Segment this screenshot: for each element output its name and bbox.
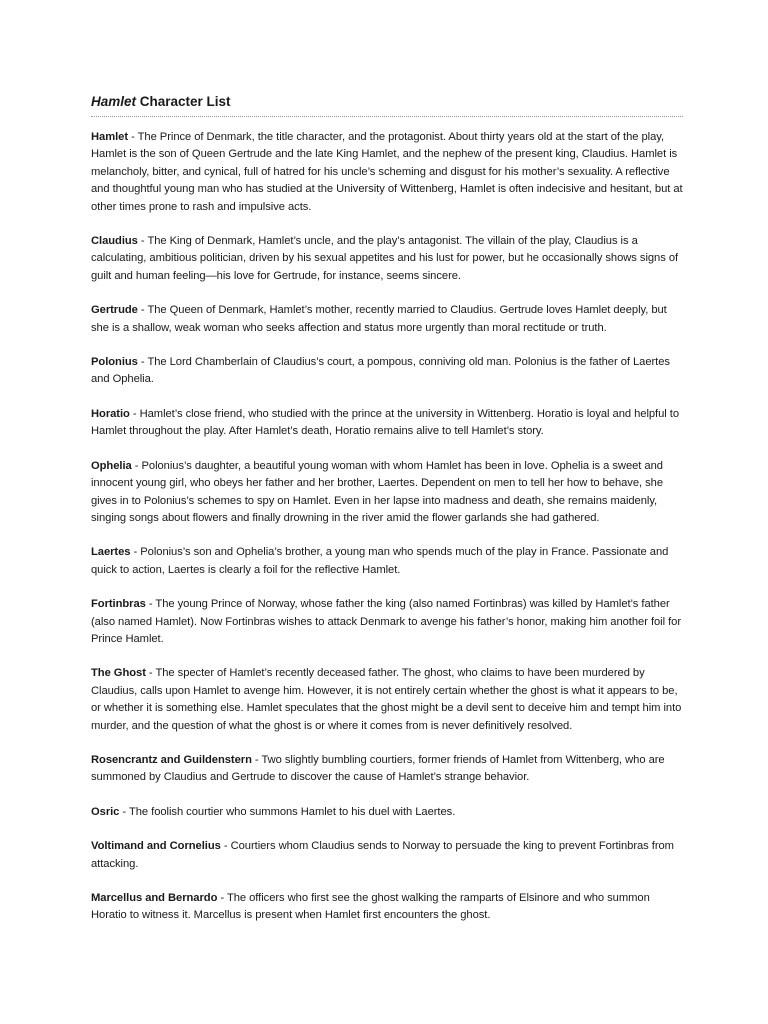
separator: -: [145, 598, 156, 611]
character-description: Polonius’s daughter, a beautiful young woman with whom Hamlet has been in love. Ophelia is a sweet and innocent young girl, who obeys her father and her brother, Laertes. Dependent on men to tell her how to behave, she gives in to Polonius’s schemes to spy on Hamlet. Even in her lapse into madness and death, she remains maidenly, singing songs about flowers and finally drowning in the river amid the flower garlands she had gathered.: [91, 459, 664, 524]
document-title: [91, 92, 683, 111]
character-description: The Lord Chamberlain of Claudius’s court, a pompous, conniving old man. Polonius is the father of Laertes and Ophelia.: [91, 356, 670, 386]
character-name: Osric: [91, 805, 120, 818]
character-entry-polonius: [91, 354, 683, 389]
character-name: Claudius: [91, 235, 138, 248]
character-description: The foolish courtier who summons Hamlet to his duel with Laertes.: [128, 805, 456, 818]
separator: -: [137, 356, 148, 369]
character-description: Two slightly bumbling courtiers, former friends of Hamlet from Wittenberg, who are summoned by Claudius and Gertrude to discover the cause of Hamlet’s strange behavior.: [91, 753, 665, 784]
character-description: Polonius’s son and Ophelia’s brother, a young man who spends much of the play in France. Passionate and quick to action, Laertes is clearly a foil for the reflective Hamlet.: [91, 546, 669, 576]
character-name: Horatio: [91, 407, 130, 420]
character-entry-voltimand-cornelius: [91, 838, 683, 873]
title-rest-part: Character List: [136, 94, 231, 109]
character-name: Rosencrantz and Guildenstern: [91, 753, 252, 766]
title-italic-part: Hamlet: [91, 94, 137, 109]
separator: -: [128, 131, 138, 143]
separator: -: [217, 892, 227, 904]
character-entry-hamlet: [91, 129, 683, 216]
character-entry-claudius: [91, 233, 683, 285]
separator: -: [129, 407, 140, 420]
title-divider: [91, 116, 683, 117]
character-entry-laertes: [91, 544, 683, 579]
character-list: [91, 129, 683, 925]
separator: -: [131, 459, 142, 472]
character-description: Hamlet’s close friend, who studied with the prince at the university in Wittenberg. Horatio is loyal and helpful to Hamlet throughout the play. After Hamlet’s death, Horatio remains alive to tell Hamlet’s story.: [91, 407, 680, 438]
character-description: The Prince of Denmark, the title character, and the protagonist. About thirty years old at the start of the play, Hamlet is the son of Queen Gertrude and the late King Hamlet, and the nephew of the present king, Claudius. Hamlet is melancholy, bitter, and cynical, full of hatred for his uncle’s scheming and disgust for his mother’s sexuality. A reflective and thoughtful young man who has studied at the University of Wittenberg, Hamlet is often indecisive and hesitant, but at other times prone to rash and impulsive acts.: [91, 131, 683, 213]
character-entry-osric: [91, 804, 683, 821]
character-entry-fortinbras: [91, 596, 683, 648]
character-name: Gertrude: [91, 304, 138, 317]
character-description: Courtiers whom Claudius sends to Norway to persuade the king to prevent Fortinbras from attacking.: [91, 840, 674, 870]
character-entry-gertrude: [91, 302, 683, 337]
character-name: The Ghost: [91, 667, 146, 680]
character-name: Voltimand and Cornelius: [91, 840, 221, 853]
character-description: The officers who first see the ghost walking the ramparts of Elsinore and who summon Horatio to witness it. Marcellus is present when Hamlet first encounters the ghost.: [91, 892, 650, 922]
character-entry-marcellus-bernardo: [91, 890, 683, 925]
character-name: Hamlet: [91, 131, 129, 143]
character-description: The young Prince of Norway, whose father the king (also named Fortinbras) was killed by Hamlet’s father (also named Hamlet). Now Fortinbras wishes to attack Denmark to avenge his father’s honor, making him another foil for Prince Hamlet.: [91, 598, 682, 645]
character-name: Fortinbras: [91, 598, 146, 611]
document-page: [91, 92, 683, 942]
character-name: Marcellus and Bernardo: [91, 892, 218, 904]
character-description: The Queen of Denmark, Hamlet’s mother, recently married to Claudius. Gertrude loves Hamlet deeply, but she is a shallow, weak woman who seeks affection and status more urgently than moral rectitude or truth.: [91, 304, 667, 334]
separator: -: [145, 667, 156, 680]
separator: -: [220, 840, 231, 853]
character-name: Ophelia: [91, 459, 132, 472]
character-entry-the-ghost: [91, 665, 683, 735]
separator: -: [119, 805, 129, 818]
separator: -: [130, 546, 141, 559]
separator: -: [251, 753, 262, 766]
character-name: Polonius: [91, 356, 138, 369]
character-description: The King of Denmark, Hamlet’s uncle, and the play’s antagonist. The villain of the play, Claudius is a calculating, ambitious politician, driven by his sexual appetites and his lust for power, but he occasionally shows signs of guilt and human feeling—his love for Gertrude, for instance, seems sincere.: [91, 235, 679, 282]
character-name: Laertes: [91, 546, 131, 559]
character-entry-horatio: [91, 406, 683, 441]
separator: -: [137, 235, 148, 248]
character-entry-ophelia: [91, 458, 683, 528]
character-description: The specter of Hamlet’s recently deceased father. The ghost, who claims to have been murdered by Claudius, calls upon Hamlet to avenge him. However, it is not entirely certain whether the ghost is what it appears to be, or whether it is something else. Hamlet speculates that the ghost might be a devil sent to deceive him and tempt him into murder, and the question of what the ghost is or where it comes from is never definitively resolved.: [91, 667, 682, 732]
separator: -: [137, 304, 148, 317]
character-entry-rosencrantz-guildenstern: [91, 752, 683, 787]
